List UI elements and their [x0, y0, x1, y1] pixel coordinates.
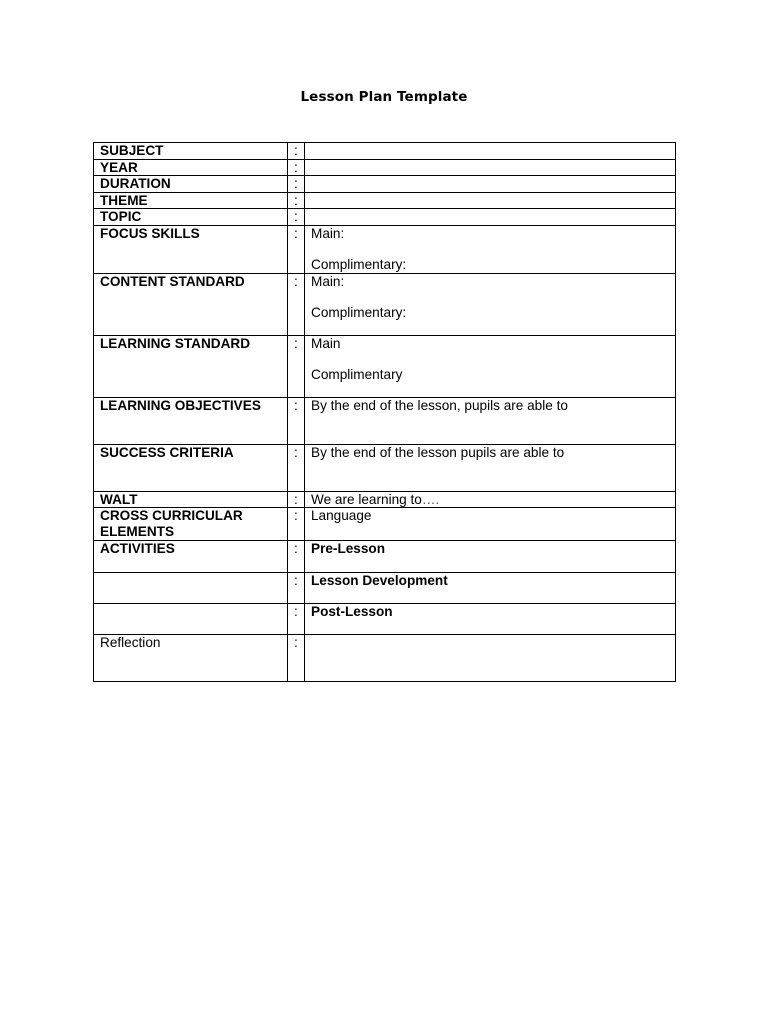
table-row-learning-objectives	[94, 397, 676, 444]
row-value-walt	[305, 491, 676, 508]
row-separator: :	[288, 572, 305, 603]
row-separator: :	[288, 192, 305, 209]
row-label-success-criteria: SUCCESS CRITERIA	[94, 444, 288, 491]
lesson-development-heading: Lesson Development	[311, 572, 448, 588]
walt-ellipsis: ….	[421, 491, 440, 507]
row-label-content-standard: CONTENT STANDARD	[94, 273, 288, 335]
learning-standard-complimentary: Complimentary	[311, 366, 403, 382]
row-value-post-lesson	[305, 603, 676, 634]
table-row-focus-skills	[94, 225, 676, 273]
row-separator: :	[288, 397, 305, 444]
focus-skills-complimentary: Complimentary:	[311, 257, 407, 273]
spacer	[311, 289, 675, 305]
row-separator: :	[288, 444, 305, 491]
row-label-focus-skills: FOCUS SKILLS	[94, 225, 288, 273]
row-value-cross-curricular	[305, 508, 676, 540]
row-value-subject	[305, 143, 676, 160]
row-separator: :	[288, 225, 305, 273]
content-standard-main: Main:	[311, 273, 345, 289]
table-row-cross-curricular	[94, 508, 676, 540]
row-value-topic	[305, 209, 676, 226]
row-label-subject: SUBJECT	[94, 143, 288, 160]
row-label-duration: DURATION	[94, 176, 288, 193]
row-value-year	[305, 159, 676, 176]
row-label-learning-objectives: LEARNING OBJECTIVES	[94, 397, 288, 444]
table-row-theme	[94, 192, 676, 209]
cross-curricular-text: Language	[311, 508, 372, 524]
spacer	[311, 351, 675, 367]
table-row-lesson-development	[94, 572, 676, 603]
table-row-topic	[94, 209, 676, 226]
document-title: Lesson Plan Template	[300, 89, 468, 105]
row-label-cross-curricular: CROSS CURRICULAR ELEMENTS	[94, 508, 288, 540]
table-row-subject	[94, 143, 676, 160]
lesson-plan-table	[93, 142, 676, 682]
row-separator: :	[288, 634, 305, 681]
row-separator: :	[288, 540, 305, 572]
table-row-reflection	[94, 634, 676, 681]
row-value-pre-lesson	[305, 540, 676, 572]
success-criteria-text: By the end of the lesson pupils are able to	[311, 444, 565, 460]
row-value-duration	[305, 176, 676, 193]
table-row-content-standard	[94, 273, 676, 335]
focus-skills-main: Main:	[311, 225, 345, 241]
table-row-year	[94, 159, 676, 176]
walt-text: We are learning to	[311, 491, 422, 507]
row-separator: :	[288, 159, 305, 176]
row-separator: :	[288, 143, 305, 160]
row-value-learning-objectives	[305, 397, 676, 444]
row-separator: :	[288, 508, 305, 540]
row-label-walt: WALT	[94, 491, 288, 508]
row-separator: :	[288, 273, 305, 335]
row-value-content-standard	[305, 273, 676, 335]
row-separator: :	[288, 209, 305, 226]
table-row-success-criteria	[94, 444, 676, 491]
learning-objectives-text: By the end of the lesson, pupils are able to	[311, 397, 568, 413]
table-row-walt	[94, 491, 676, 508]
spacer	[311, 242, 675, 258]
row-separator: :	[288, 491, 305, 508]
row-label-learning-standard: LEARNING STANDARD	[94, 335, 288, 397]
table-row-post-lesson	[94, 603, 676, 634]
content-standard-complimentary: Complimentary:	[311, 304, 407, 320]
row-separator: :	[288, 335, 305, 397]
row-value-reflection	[305, 634, 676, 681]
row-value-focus-skills	[305, 225, 676, 273]
table-row-activities	[94, 540, 676, 572]
table-row-learning-standard	[94, 335, 676, 397]
row-label-reflection: Reflection	[94, 634, 288, 681]
row-separator: :	[288, 603, 305, 634]
table-row-duration	[94, 176, 676, 193]
row-value-lesson-development	[305, 572, 676, 603]
pre-lesson-heading: Pre-Lesson	[311, 540, 386, 556]
row-label-year: YEAR	[94, 159, 288, 176]
row-separator: :	[288, 176, 305, 193]
learning-standard-main: Main	[311, 335, 341, 351]
row-label-topic: TOPIC	[94, 209, 288, 226]
row-label-theme: THEME	[94, 192, 288, 209]
post-lesson-heading: Post-Lesson	[311, 603, 393, 619]
row-value-learning-standard	[305, 335, 676, 397]
row-label-empty	[94, 603, 288, 634]
row-label-empty	[94, 572, 288, 603]
row-label-activities: ACTIVITIES	[94, 540, 288, 572]
row-value-success-criteria	[305, 444, 676, 491]
row-value-theme	[305, 192, 676, 209]
